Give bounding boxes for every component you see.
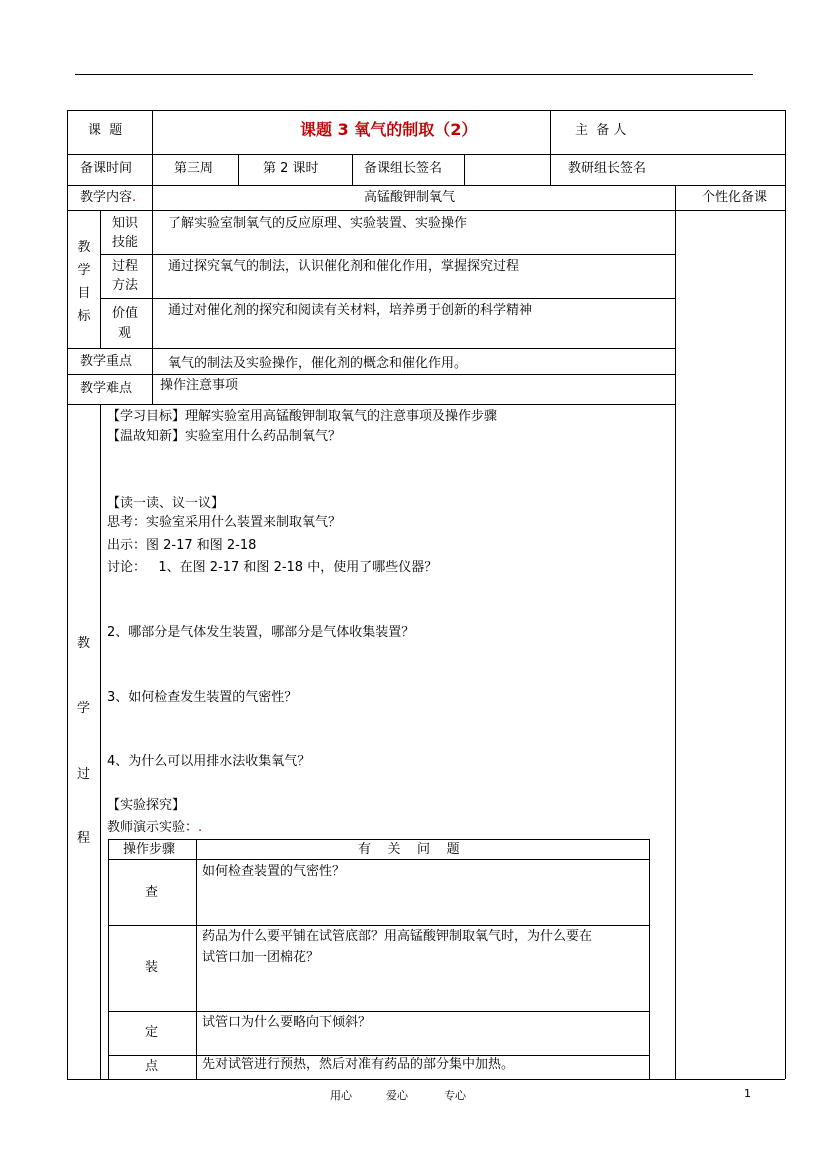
demo-label: 教师演示实验：	[107, 820, 199, 835]
inner-table-border	[108, 839, 109, 1079]
difficulties-text: 操作注意事项	[160, 378, 239, 393]
table-border	[464, 154, 465, 185]
table-border	[352, 154, 353, 185]
page-number: 1	[744, 1087, 751, 1100]
goal-text-values: 通过对催化剂的探究和阅读有关材料，培养勇于创新的科学精神	[168, 303, 533, 318]
table-border	[152, 110, 153, 185]
inner-table-question: 药品为什么要平铺在试管底部？用高锰酸钾制取氧气时，为什么要在	[202, 929, 593, 944]
research-leader-sign-label: 教研组长签名	[568, 161, 647, 176]
process-line: 【实验探究】	[107, 798, 186, 813]
page-title: 课题 3 氧气的制取（2）	[300, 120, 478, 139]
group-leader-sign-label: 备课组长签名	[364, 161, 443, 176]
difficulties-label: 教学难点	[80, 381, 133, 396]
footer-word: 爱心	[386, 1089, 408, 1102]
inner-table-border	[649, 839, 650, 1079]
lesson-value: 第 2 课时	[263, 161, 319, 176]
process-side-char: 程	[77, 831, 91, 846]
inner-table-border	[108, 1055, 649, 1056]
author-label: 主 备 人	[575, 123, 627, 138]
table-border	[67, 154, 785, 155]
goals-side-label	[76, 238, 92, 330]
content-label-dot: .	[132, 190, 137, 205]
process-line: 【读一读、议一议】	[107, 496, 225, 511]
process-line: 出示：图 2-17 和图 2-18	[107, 538, 257, 553]
goals-side-char: 标	[77, 309, 91, 324]
process-line: 讨论： 1、在图 2-17 和图 2-18 中，使用了哪些仪器？	[107, 560, 438, 575]
inner-table-question: 试管口加一团棉花？	[202, 950, 320, 965]
week-value: 第三周	[174, 161, 214, 176]
table-border	[67, 404, 675, 405]
table-border	[238, 154, 239, 185]
goal-label-values-2: 观	[118, 326, 132, 341]
process-line: 2、哪部分是气体发生装置，哪部分是气体收集装置？	[107, 625, 415, 640]
process-line: 【学习目标】理解实验室用高锰酸钾制取氧气的注意事项及操作步骤	[107, 409, 498, 424]
personal-prep-label: 个性化备课	[702, 190, 768, 205]
process-line	[107, 820, 202, 836]
table-border	[100, 254, 675, 255]
inner-table-step: 定	[145, 1025, 159, 1040]
content-label-text: 教学内容	[80, 190, 133, 205]
table-border	[675, 185, 676, 1079]
process-line: 3、如何检查发生装置的气密性？	[107, 690, 298, 705]
table-border	[67, 110, 68, 1079]
inner-table-border	[108, 1011, 649, 1012]
process-side-char: 过	[77, 767, 91, 782]
process-line: 思考：实验室采用什么装置来制取氧气？	[107, 515, 342, 530]
goal-text-knowledge: 了解实验室制氧气的反应原理、实验装置、实验操作	[168, 216, 468, 231]
content-label	[80, 190, 136, 206]
prep-time-label: 备课时间	[80, 161, 133, 176]
process-side-char: 学	[77, 701, 91, 716]
inner-table-header-question: 有 关 问 题	[358, 842, 460, 857]
goal-label-knowledge-1: 知识	[112, 216, 139, 231]
table-border	[67, 1079, 785, 1080]
table-border	[785, 110, 786, 1079]
goal-text-process: 通过探究氧气的制法，认识催化剂和催化作用，掌握探究过程	[168, 259, 520, 274]
table-border	[152, 185, 153, 210]
process-line: 【温故知新】实验室用什么药品制氧气？	[107, 429, 342, 444]
course-label: 课 题	[88, 123, 123, 138]
inner-table-border	[196, 839, 197, 1079]
table-border	[100, 298, 675, 299]
inner-table-step: 点	[145, 1059, 159, 1074]
table-border	[550, 110, 551, 154]
inner-table-border	[108, 925, 649, 926]
inner-table-header-step: 操作步骤	[123, 842, 176, 857]
key-points-text: 氧气的制法及实验操作，催化剂的概念和催化作用。	[168, 356, 468, 371]
inner-table-border	[108, 859, 649, 860]
goals-side-char: 目	[77, 286, 91, 301]
table-border	[550, 154, 551, 185]
process-line: 4、为什么可以用排水法收集氧气？	[107, 754, 311, 769]
inner-table-question: 先对试管进行预热，然后对准有药品的部分集中加热。	[202, 1057, 515, 1072]
inner-table-question: 试管口为什么要略向下倾斜？	[202, 1015, 372, 1030]
inner-table-step: 查	[145, 885, 159, 900]
goals-side-char: 教	[77, 240, 91, 255]
key-points-label: 教学重点	[80, 354, 133, 369]
table-border	[67, 110, 785, 111]
process-side-char: 教	[77, 636, 91, 651]
inner-table-border	[108, 839, 649, 840]
footer-word: 专心	[444, 1089, 466, 1102]
goal-label-process-1: 过程	[112, 259, 139, 274]
table-border	[152, 210, 153, 348]
goal-label-values-1: 价值	[112, 306, 139, 321]
table-border	[67, 374, 675, 375]
content-value: 高锰酸钾制氧气	[364, 190, 456, 205]
header-rule	[75, 74, 753, 75]
table-border	[100, 404, 101, 1079]
table-border	[67, 210, 785, 211]
table-border	[152, 348, 153, 404]
inner-table-question: 如何检查装置的气密性？	[202, 864, 346, 879]
inner-table-step: 装	[145, 960, 159, 975]
goals-side-char: 学	[77, 263, 91, 278]
table-border	[67, 185, 785, 186]
demo-dot: .	[198, 820, 203, 835]
table-border	[100, 210, 101, 348]
goal-label-knowledge-2: 技能	[112, 235, 139, 250]
goal-label-process-2: 方法	[112, 278, 139, 293]
table-border	[67, 348, 675, 349]
footer-word: 用心	[330, 1089, 352, 1102]
